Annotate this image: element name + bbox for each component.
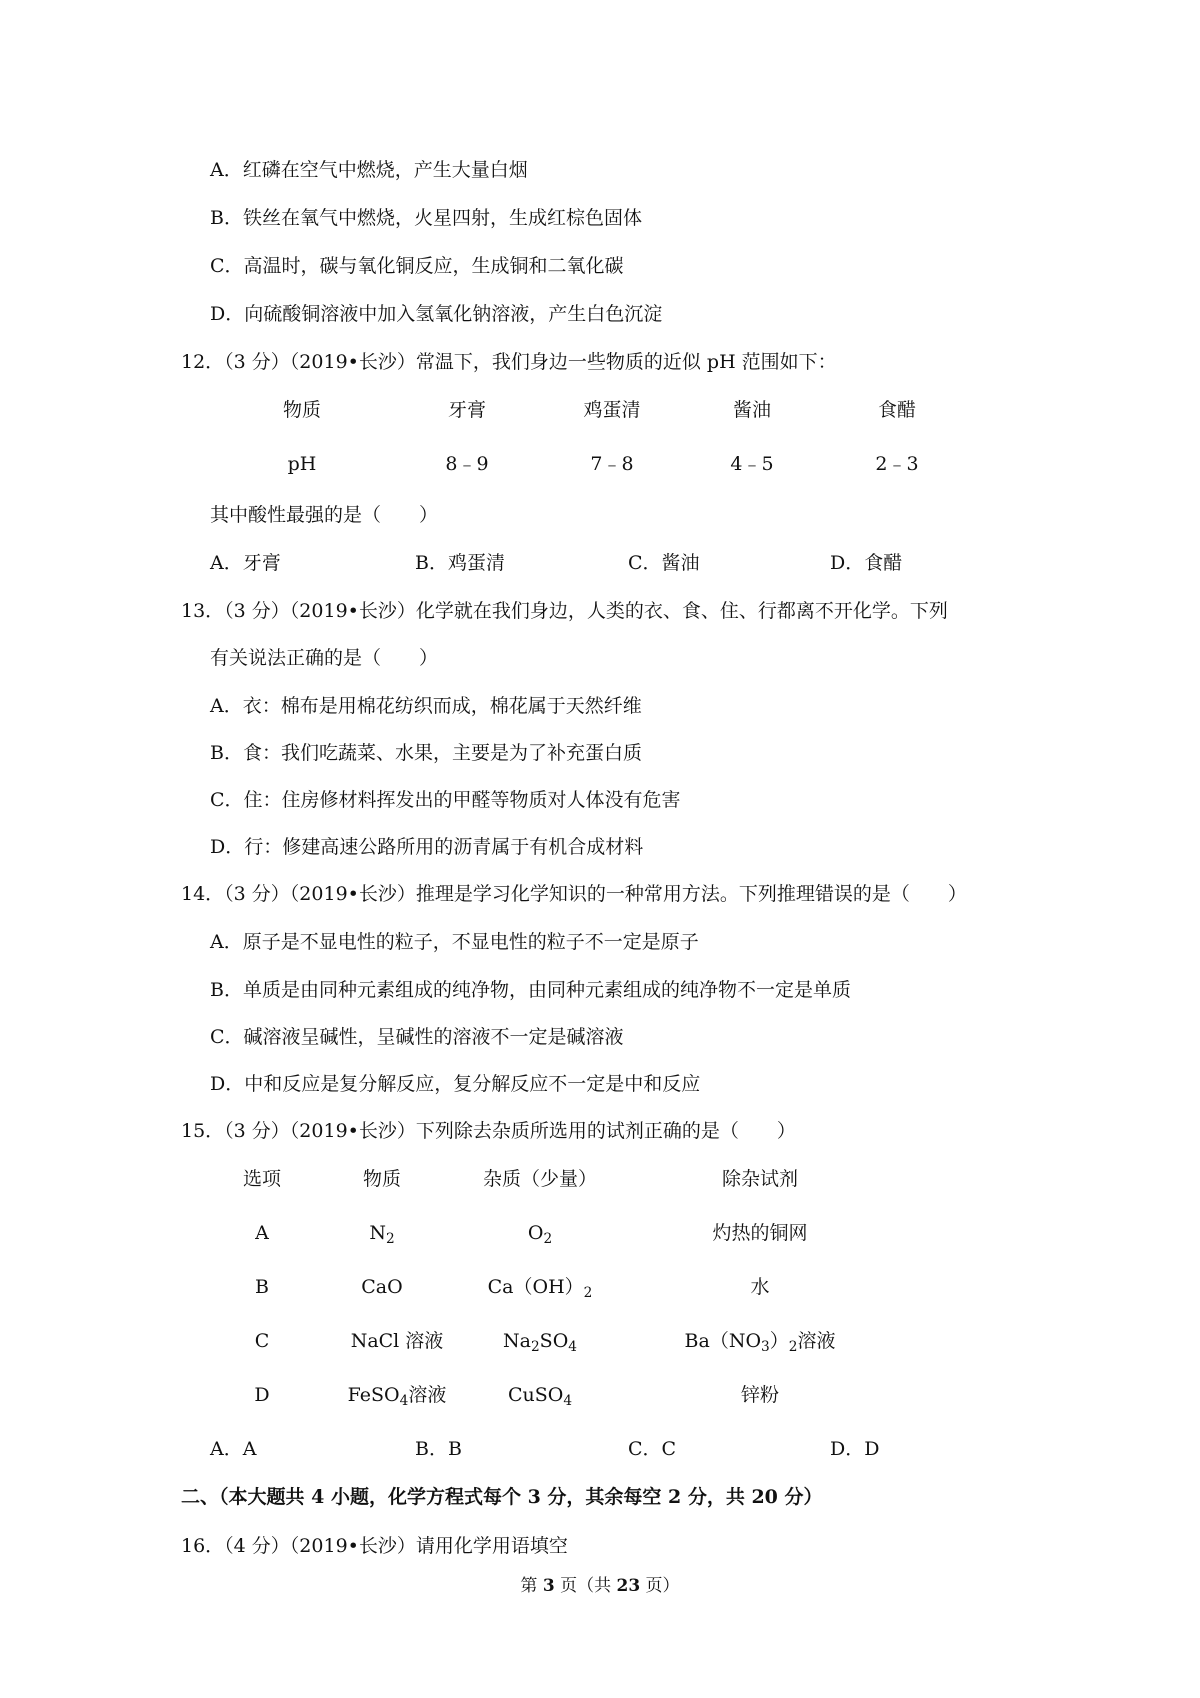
q15-option-d: D．D (830, 1438, 880, 1460)
q13-stem-line1: 13．（3 分）（2019•长沙）化学就在我们身边，人类的衣、食、住、行都离不开化学。下列 (181, 600, 948, 622)
q15-row-a-label: A (255, 1222, 269, 1244)
q14-option-d: D．中和反应是复分解反应，复分解反应不一定是中和反应 (210, 1073, 701, 1095)
q12-option-b: B．鸡蛋清 (415, 552, 505, 574)
q13-option-b: B．食：我们吃蔬菜、水果，主要是为了补充蛋白质 (210, 742, 642, 764)
q15-row-a-impurity: $O_2$ (527, 1222, 553, 1247)
q14-option-c: C．碱溶液呈碱性，呈碱性的溶液不一定是碱溶液 (210, 1026, 624, 1048)
q14-stem: 14．（3 分）（2019•长沙）推理是学习化学知识的一种常用方法。下列推理错误的是（ ） (181, 883, 967, 905)
q15-row-b-reagent: 水 (750, 1276, 770, 1298)
q16-stem: 16．（4 分）（2019•长沙）请用化学用语填空 (181, 1535, 568, 1557)
q15-header-substance: 物质 (362, 1168, 401, 1190)
q12-question: 其中酸性最强的是（ ） (210, 504, 439, 526)
q15-row-a-substance: $N_2$ (369, 1222, 395, 1247)
q12-option-d: D．食醋 (830, 552, 903, 574)
q12-row-label: pH (287, 453, 317, 475)
q15-row-c-substance: NaCl 溶液 (350, 1330, 444, 1352)
q15-row-c-reagent: $Ba(NO_3)_2$溶液 (684, 1330, 836, 1355)
q15-header-impurity: 杂质（少量） (482, 1168, 597, 1190)
q13-option-c: C．住：住房修材料挥发出的甲醛等物质对人体没有危害 (210, 789, 681, 811)
q12-ph-soy-sauce: 4﹣5 (730, 453, 774, 475)
q12-header-vinegar: 食醋 (877, 399, 916, 421)
q14-option-b: B．单质是由同种元素组成的纯净物，由同种元素组成的纯净物不一定是单质 (210, 979, 851, 1001)
q15-row-a-reagent: 灼热的铜网 (712, 1222, 808, 1244)
q12-header-toothpaste: 牙膏 (447, 399, 486, 421)
page-total: 23 (616, 1576, 641, 1596)
q15-row-b-substance: CaO (361, 1276, 403, 1298)
q12-option-c: C．酱油 (628, 552, 700, 574)
q12-header-soy-sauce: 酱油 (732, 399, 771, 421)
q11-option-a: A．红磷在空气中燃烧，产生大量白烟 (210, 159, 528, 181)
section-2-heading: 二、（本大题共 4 小题，化学方程式每个 3 分，其余每空 2 分，共 20 分） (181, 1486, 823, 1508)
q14-option-a: A．原子是不显电性的粒子，不显电性的粒子不一定是原子 (210, 931, 699, 953)
q15-row-d-label: D (254, 1384, 270, 1406)
q15-stem: 15．（3 分）（2019•长沙）下列除去杂质所选用的试剂正确的是（ ） (181, 1120, 796, 1142)
q13-option-d: D．行：修建高速公路所用的沥青属于有机合成材料 (210, 836, 644, 858)
q11-option-b: B．铁丝在氧气中燃烧，火星四射，生成红棕色固体 (210, 207, 642, 229)
q15-row-d-reagent: 锌粉 (740, 1384, 779, 1406)
q11-option-d: D．向硫酸铜溶液中加入氢氧化钠溶液，产生白色沉淀 (210, 303, 663, 325)
q15-row-d-substance: FeSO$_4$溶液 (347, 1384, 447, 1409)
q15-row-c-label: C (254, 1330, 270, 1352)
q15-header-option: 选项 (242, 1168, 281, 1190)
q12-header-substance: 物质 (282, 399, 321, 421)
q12-option-a: A．牙膏 (210, 552, 281, 574)
q12-ph-toothpaste: 8﹣9 (445, 453, 489, 475)
q13-stem-line2: 有关说法正确的是（ ） (210, 647, 439, 669)
q12-stem: 12．（3 分）（2019•长沙）常温下，我们身边一些物质的近似 pH 范围如下： (181, 351, 837, 373)
q15-option-c: C．C (628, 1438, 677, 1460)
q15-row-b-label: B (255, 1276, 269, 1298)
q13-option-a: A．衣：棉布是用棉花纺织而成，棉花属于天然纤维 (210, 695, 642, 717)
q15-option-a: A．A (210, 1438, 257, 1460)
q15-option-b: B．B (415, 1438, 462, 1460)
q12-ph-egg-white: 7﹣8 (590, 453, 634, 475)
q12-ph-vinegar: 2﹣3 (875, 453, 919, 475)
q15-row-b-impurity: $Ca(OH)_2$ (487, 1276, 593, 1301)
q12-header-egg-white: 鸡蛋清 (583, 399, 641, 421)
q11-option-c: C．高温时，碳与氧化铜反应，生成铜和二氧化碳 (210, 255, 624, 277)
q15-row-d-impurity: CuSO$_4$ (507, 1384, 573, 1409)
page-footer: 第 3 页（共 23 页） (520, 1576, 680, 1596)
q15-header-reagent: 除杂试剂 (721, 1168, 798, 1190)
page-number: 3 (542, 1576, 555, 1596)
q15-row-c-impurity: $Na_2SO_4$ (503, 1330, 577, 1355)
